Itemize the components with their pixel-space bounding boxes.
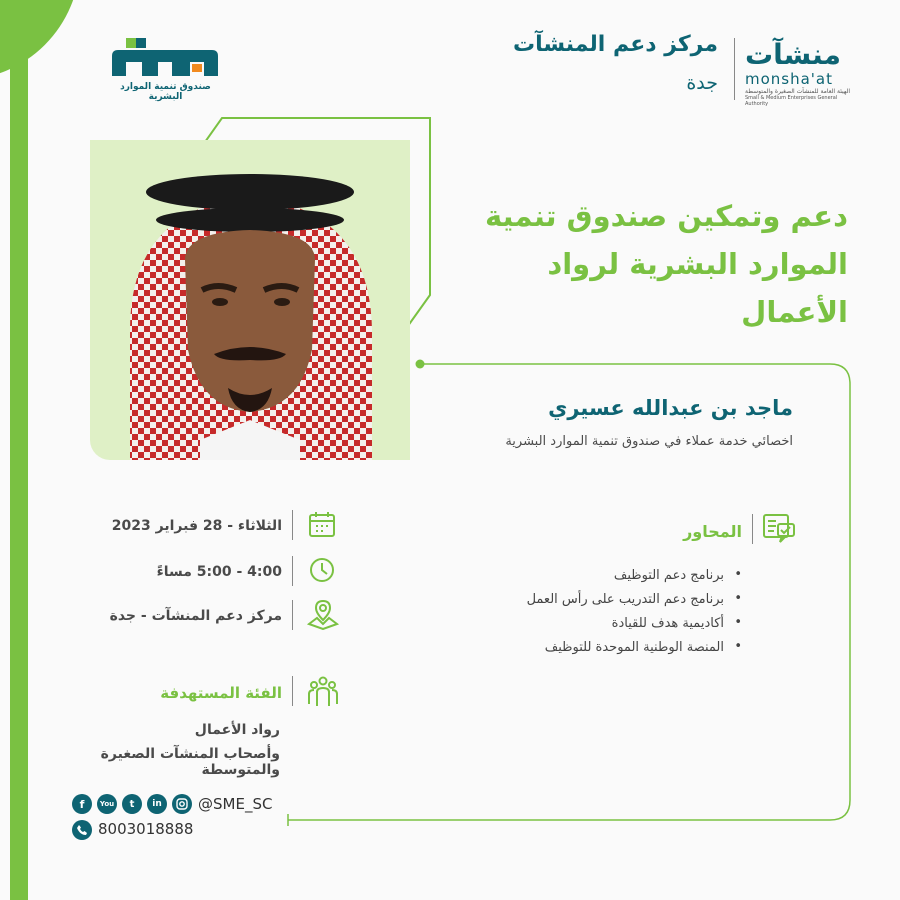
checklist-icon bbox=[762, 512, 796, 550]
topics-list bbox=[440, 568, 742, 664]
speaker-role: اخصائي خدمة عملاء في صندوق تنمية الموارد البشرية bbox=[505, 434, 793, 449]
monshaat-subtitle-ar: الهيئة العامة للمنشآت الصغيرة والمتوسطة bbox=[745, 88, 851, 95]
list-item: • المنصة الوطنية الموحدة للتوظيف bbox=[440, 640, 742, 655]
hadaf-caption: صندوق تنمية الموارد البشرية bbox=[120, 82, 211, 102]
topics-heading: المحاور bbox=[683, 522, 742, 541]
map-pin-icon bbox=[306, 598, 340, 634]
headline-line-2: الموارد البشرية لرواد الأعمال bbox=[547, 247, 848, 329]
event-time: 4:00 - 5:00 مساءً bbox=[156, 564, 282, 580]
speaker-photo-frame bbox=[90, 140, 410, 460]
audience-line-1: رواد الأعمال bbox=[194, 722, 280, 738]
monshaat-english-wordmark: monsha'at bbox=[745, 70, 834, 88]
monshaat-arabic-wordmark: منشآت bbox=[745, 38, 841, 71]
audience-line-2: وأصحاب المنشآت الصغيرة والمتوسطة bbox=[100, 746, 280, 778]
speaker-name: ماجد بن عبدالله عسيري bbox=[548, 396, 793, 420]
city-label: جدة bbox=[686, 72, 718, 94]
location-divider bbox=[292, 600, 293, 630]
audience-heading: الفئة المستهدفة bbox=[160, 684, 282, 702]
left-accent-bar bbox=[10, 0, 28, 900]
header-divider bbox=[734, 38, 735, 100]
hadaf-logo-mark bbox=[108, 36, 223, 82]
speaker-photo bbox=[90, 140, 410, 460]
facebook-icon[interactable]: f bbox=[72, 794, 92, 814]
phone-number[interactable]: 8003018888 bbox=[98, 820, 194, 838]
twitter-icon[interactable]: t bbox=[122, 794, 142, 814]
date-divider bbox=[292, 510, 293, 540]
youtube-icon[interactable]: You bbox=[97, 794, 117, 814]
headline bbox=[440, 192, 848, 336]
calendar-icon bbox=[308, 510, 336, 542]
instagram-icon[interactable] bbox=[172, 794, 192, 814]
list-item: • أكاديمية هدف للقيادة bbox=[440, 616, 742, 631]
event-location: مركز دعم المنشآت - جدة bbox=[109, 608, 282, 624]
headline-line-1: دعم وتمكين صندوق تنمية bbox=[484, 199, 848, 233]
phone-icon bbox=[72, 820, 92, 840]
audience-divider bbox=[292, 676, 293, 706]
hadaf-logo bbox=[108, 36, 223, 102]
social-icons bbox=[72, 794, 192, 814]
monshaat-logo bbox=[745, 40, 860, 107]
linkedin-icon[interactable]: in bbox=[147, 794, 167, 814]
clock-icon bbox=[308, 556, 336, 588]
time-divider bbox=[292, 556, 293, 586]
monshaat-subtitle-en: Small & Medium Enterprises General Authority bbox=[745, 95, 838, 107]
topics-divider bbox=[752, 514, 753, 544]
event-date: الثلاثاء - 28 فبراير 2023 bbox=[111, 518, 282, 534]
list-item: • برنامج دعم التوظيف bbox=[440, 568, 742, 583]
org-title: مركز دعم المنشآت bbox=[513, 32, 718, 57]
social-handle[interactable]: @SME_SC bbox=[198, 795, 273, 813]
list-item: • برنامج دعم التدريب على رأس العمل bbox=[440, 592, 742, 607]
group-icon bbox=[306, 674, 340, 712]
